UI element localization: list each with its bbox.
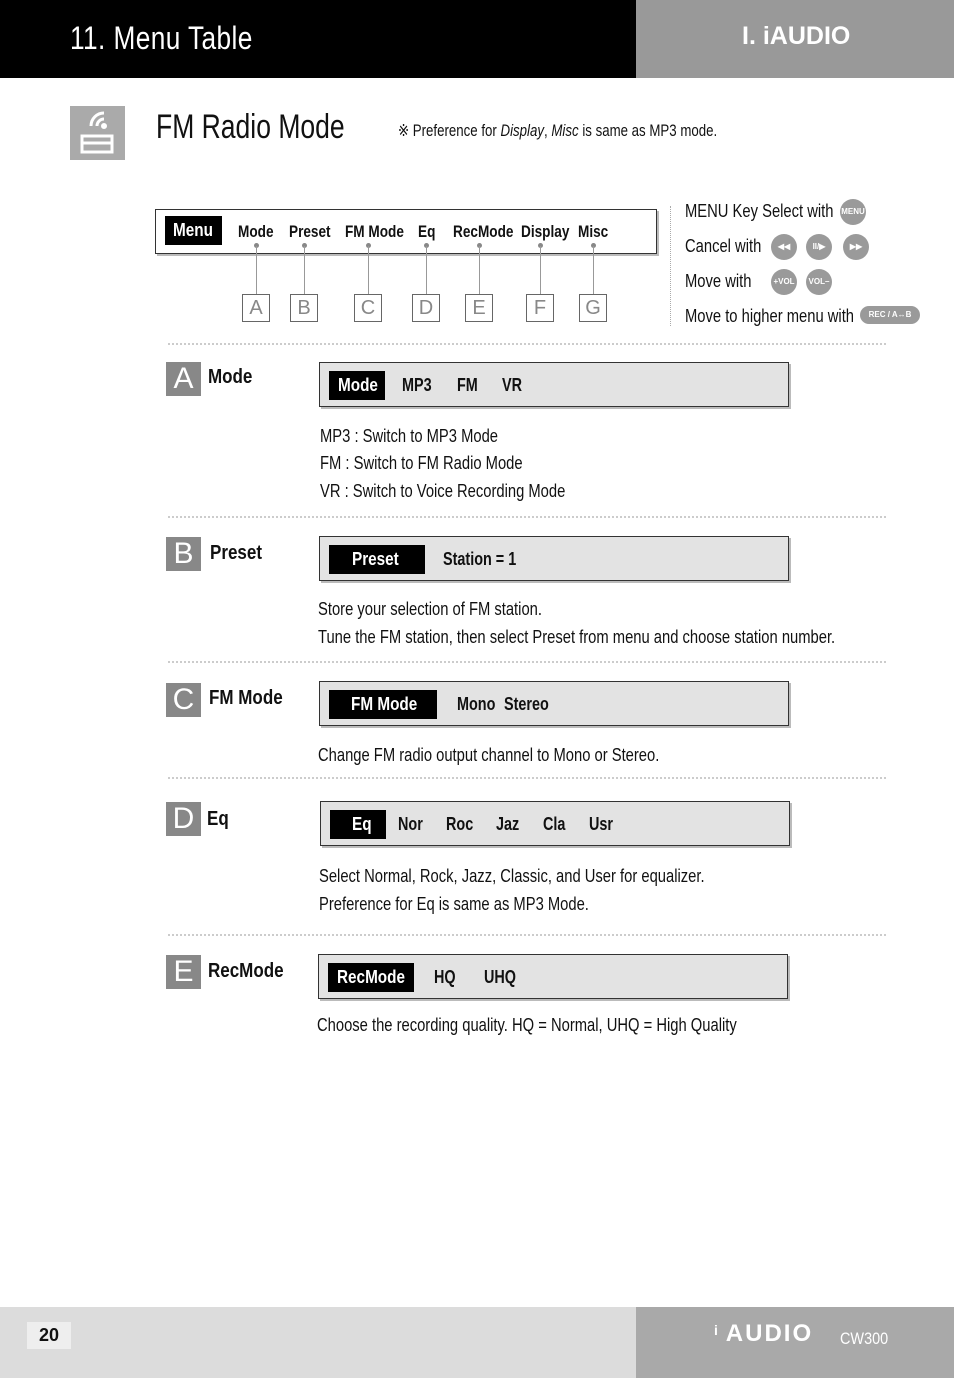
letter-e-box: E (465, 294, 493, 322)
section-d-desc-2: Preference for Eq is same as MP3 Mode. (319, 894, 589, 914)
section-d-label: Eq (207, 808, 229, 830)
section-e-badge: E (166, 955, 201, 989)
guide-cancel: Cancel with (685, 236, 762, 256)
section-e-desc-1: Choose the recording quality. HQ = Normal, UHQ = High Quality (317, 1015, 737, 1035)
overview-item-recmode: RecMode (453, 222, 514, 241)
section-b-badge: B (166, 537, 201, 571)
section-divider (168, 777, 886, 779)
leader-line (540, 246, 541, 294)
mode-menu-box (319, 362, 789, 407)
section-a-badge: A (166, 362, 201, 396)
leader-line (479, 246, 480, 294)
section-b-desc-1: Store your selection of FM station. (318, 599, 542, 619)
leader-line (304, 246, 305, 294)
eq-option-jaz: Jaz (496, 814, 520, 834)
section-a-label: Mode (208, 366, 253, 388)
recmode-menu-head: RecMode (328, 963, 414, 992)
section-divider (168, 343, 886, 345)
eq-option-usr: Usr (589, 814, 614, 834)
radio-icon (70, 106, 125, 160)
brand-label: I. iAUDIO (742, 22, 851, 50)
fm-mode-option-stereo: Stereo (504, 694, 549, 714)
mode-option-vr: VR (502, 375, 523, 395)
eq-option-roc: Roc (446, 814, 474, 834)
volume-up-button-icon: +VOL (771, 269, 797, 295)
section-d-badge: D (166, 802, 201, 836)
rec-button-icon: REC / A↔B (860, 306, 920, 324)
section-c-desc-1: Change FM radio output channel to Mono or Stereo. (318, 745, 660, 765)
leader-line (426, 246, 427, 294)
guide-select: MENU Key Select with (685, 201, 834, 221)
letter-a-box: A (242, 294, 270, 322)
letter-b-box: B (290, 294, 318, 322)
guide-move: Move with (685, 271, 752, 291)
leader-line (256, 246, 257, 294)
play-pause-button-icon: II/▶ (806, 234, 832, 260)
guide-divider (670, 206, 671, 326)
section-c-label: FM Mode (209, 687, 283, 709)
eq-menu-head: Eq (330, 810, 386, 839)
recmode-option-hq: HQ (434, 967, 456, 987)
section-a-desc-2: FM : Switch to FM Radio Mode (320, 453, 523, 473)
section-c-badge: C (166, 683, 201, 717)
menu-overview-box (155, 209, 657, 254)
guide-higher: Move to higher menu with (685, 306, 855, 326)
section-a-desc-3: VR : Switch to Voice Recording Mode (320, 481, 566, 501)
section-b-label: Preset (210, 542, 262, 564)
section-d-desc-1: Select Normal, Rock, Jazz, Classic, and User for equalizer. (319, 866, 705, 886)
letter-c-box: C (354, 294, 382, 322)
letter-f-box: F (526, 294, 554, 322)
preference-note: ※ Preference for Display, Misc is same as MP3 mode. (398, 121, 718, 140)
chapter-title: 11. Menu Table (70, 20, 253, 56)
volume-down-button-icon: VOL– (806, 269, 832, 295)
overview-item-misc: Misc (578, 222, 609, 241)
fm-mode-option-mono: Mono (457, 694, 496, 714)
letter-g-box: G (579, 294, 607, 322)
preset-option-station: Station = 1 (443, 549, 517, 569)
mode-menu-head: Mode (329, 371, 385, 400)
fm-mode-menu-head: FM Mode (329, 690, 437, 719)
overview-item-mode: Mode (238, 222, 274, 241)
section-divider (168, 661, 886, 663)
rewind-button-icon: ◀◀ (771, 234, 797, 260)
section-a-desc-1: MP3 : Switch to MP3 Mode (320, 426, 499, 446)
mode-option-fm: FM (457, 375, 478, 395)
leader-line (368, 246, 369, 294)
iaudio-logo: $^i$ AUDIO (714, 1320, 814, 1347)
leader-line (593, 246, 594, 294)
letter-d-box: D (412, 294, 440, 322)
overview-item-preset: Preset (289, 222, 331, 241)
section-title: FM Radio Mode (156, 108, 345, 146)
eq-option-nor: Nor (398, 814, 423, 834)
forward-button-icon: ▶▶ (843, 234, 869, 260)
page-number: 20 (27, 1322, 71, 1349)
menu-button-icon: MENU (840, 199, 866, 225)
overview-item-eq: Eq (418, 222, 436, 241)
recmode-option-uhq: UHQ (484, 967, 516, 987)
recmode-menu-box (318, 954, 788, 999)
overview-item-fm-mode: FM Mode (345, 222, 404, 241)
preset-menu-box (319, 536, 789, 581)
eq-menu-box (320, 801, 790, 846)
eq-option-cla: Cla (543, 814, 566, 834)
section-divider (168, 934, 886, 936)
fm-mode-menu-box (319, 681, 789, 726)
overview-item-display: Display (521, 222, 570, 241)
preset-menu-head: Preset (329, 545, 425, 574)
section-e-label: RecMode (208, 960, 284, 982)
model-name: CW300 (840, 1329, 889, 1348)
mode-option-mp3: MP3 (402, 375, 432, 395)
menu-label: Menu (165, 216, 222, 245)
section-divider (168, 516, 886, 518)
section-b-desc-2: Tune the FM station, then select Preset from menu and choose station number. (318, 627, 836, 647)
